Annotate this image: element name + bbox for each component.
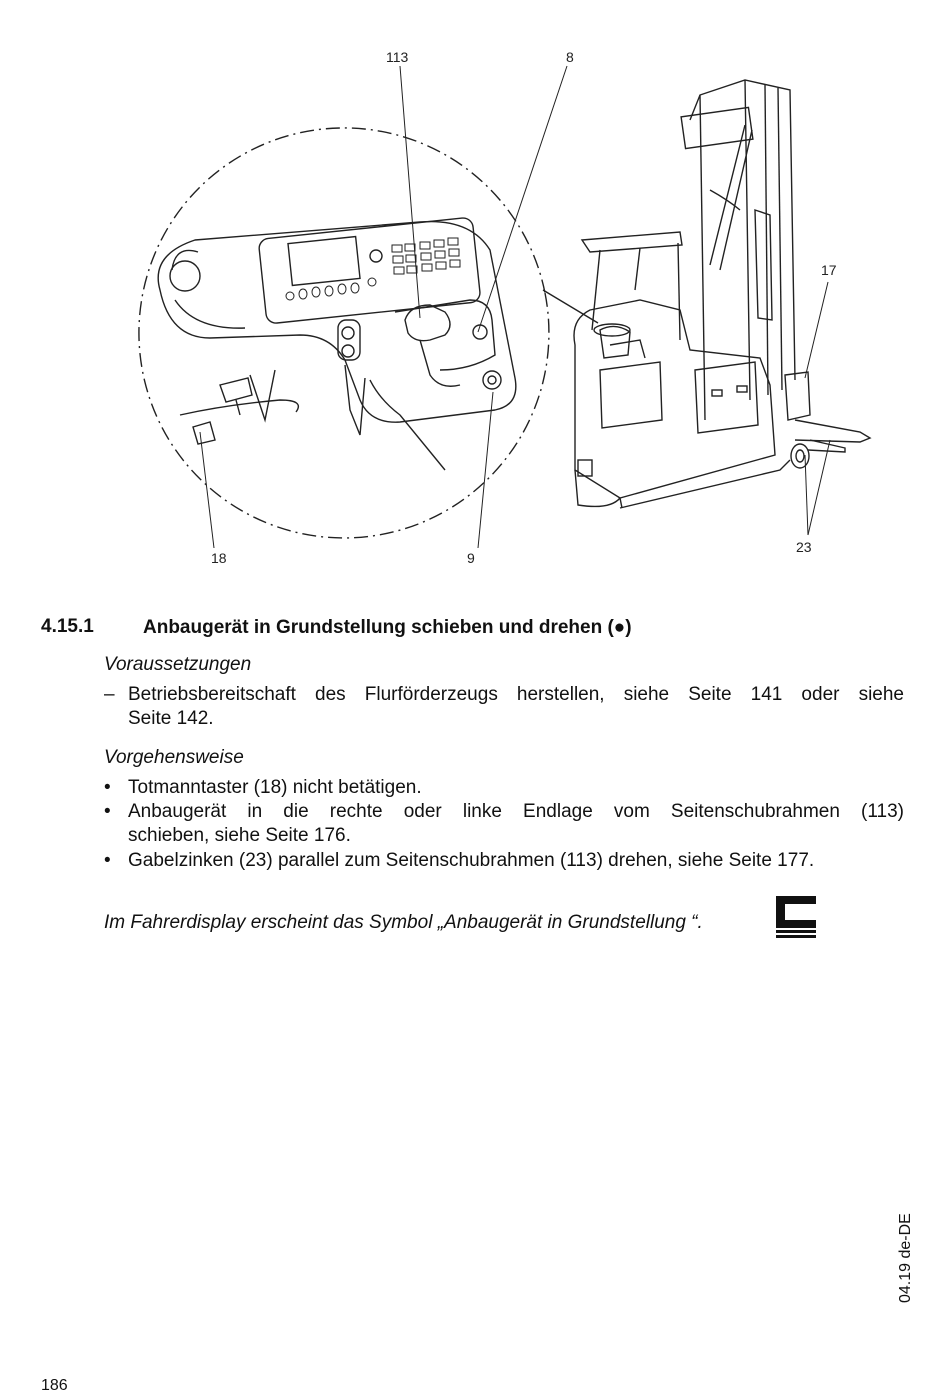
dash-marker: – (104, 684, 115, 705)
procedure-step-2-line-1: Anbaugerät in die rechte oder linke Endlage vom Seitenschubrahmen (113) (128, 801, 904, 822)
prerequisites-heading: Voraussetzungen (104, 654, 252, 675)
section-number: 4.15.1 (41, 616, 94, 637)
leader-lines (200, 66, 830, 548)
callout-23: 23 (796, 539, 812, 555)
callout-9: 9 (467, 550, 475, 566)
figure-truck-illustration (0, 0, 950, 590)
callout-17: 17 (821, 262, 837, 278)
callout-113: 113 (386, 49, 409, 65)
bullet-marker: • (104, 777, 111, 798)
procedure-step-3-text: Gabelzinken (23) parallel zum Seitenschubrahmen (113) drehen, siehe Seite 177. (128, 850, 815, 871)
document-version: 04.19 de-DE (897, 1213, 914, 1303)
display-note: Im Fahrerdisplay erscheint das Symbol „Anbaugerät in Grundstellung “. (104, 912, 703, 933)
procedure-heading: Vorgehensweise (104, 747, 244, 768)
attachment-home-position-icon (772, 892, 818, 945)
bullet-marker: • (104, 801, 111, 822)
procedure-step-1-text: Totmanntaster (18) nicht betätigen. (128, 777, 422, 798)
truck-line-drawing (0, 0, 950, 590)
callout-8: 8 (566, 49, 574, 65)
control-console (158, 217, 516, 470)
procedure-step-2-line-2: schieben, siehe Seite 176. (128, 825, 351, 846)
prerequisite-line-2: Seite 142. (128, 708, 214, 729)
section-title: Anbaugerät in Grundstellung schieben und drehen (●) (143, 617, 632, 638)
prerequisite-line-1: Betriebsbereitschaft des Flurförderzeugs herstellen, siehe Seite 141 oder siehe (128, 684, 904, 705)
page-number: 186 (41, 1377, 68, 1394)
bullet-marker: • (104, 850, 111, 871)
callout-18: 18 (211, 550, 227, 566)
